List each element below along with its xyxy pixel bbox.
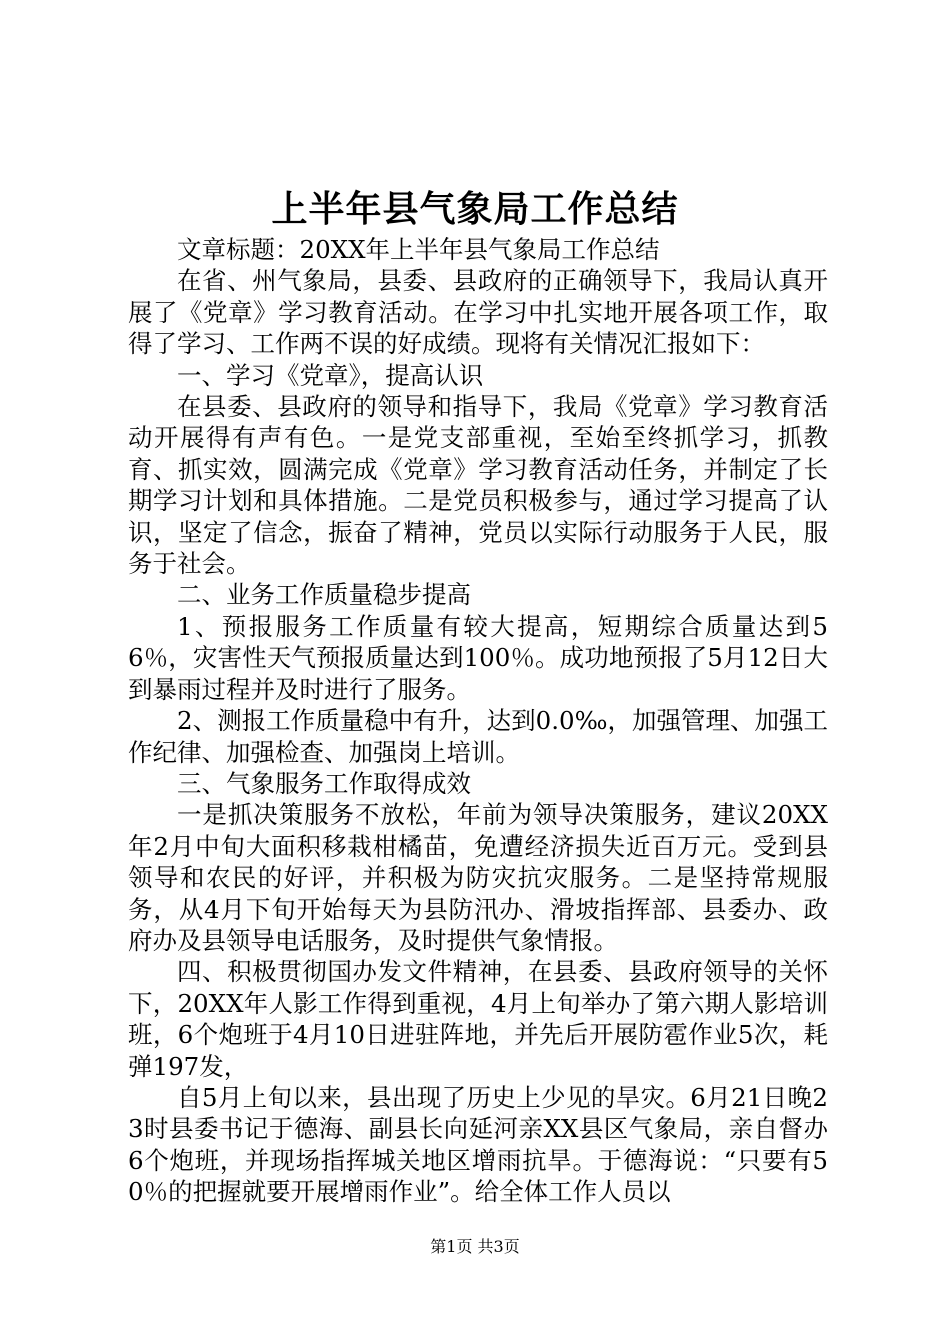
drought-paragraph: 自5月上旬以来，县出现了历史上少见的旱灾。6月21日晚23时县委书记于德海、副县长向延河亲XX县区气象局，亲自督办6个炮班，并现场指挥城关地区增雨抗旱。于德海说：“只要有50％的把握就要开展增雨作业”。给全体工作人员以 [128,1082,828,1207]
document-body [128,234,828,1208]
section-heading-3: 三、气象服务工作取得成效 [177,768,471,798]
section-4-paragraph: 四、积极贯彻国办发文件精神，在县委、县政府领导的关怀下，20XX年人影工作得到重视，4月上旬举办了第六期人影培训班，6个炮班于4月10日进驻阵地，并先后开展防雹作业5次，耗弹197发， [128,957,828,1081]
section-1-paragraph: 在县委、县政府的领导和指导下，我局《党章》学习教育活动开展得有声有色。一是党支部重视，至始至终抓学习，抓教育、抓实效，圆满完成《党章》学习教育活动任务，并制定了长期学习计划和具体措施。二是党员积极参与，通过学习提高了认识，坚定了信念，振奋了精神，党员以实际行动服务于人民，服务于社会。 [128,392,828,579]
intro-paragraph: 在省、州气象局，县委、县政府的正确领导下，我局认真开展了《党章》学习教育活动。在学习中扎实地开展各项工作，取得了学习、工作两不误的好成绩。现将有关情况汇报如下： [128,266,828,359]
section-2-item-1: 1、预报服务工作质量有较大提高，短期综合质量达到56％，灾害性天气预报质量达到100％。成功地预报了5月12日大到暴雨过程并及时进行了服务。 [128,611,828,704]
section-heading-1: 一、学习《党章》，提高认识 [177,360,484,390]
document-title: 上半年县气象局工作总结 [271,188,679,230]
article-title-line: 文章标题：20XX年上半年县气象局工作总结 [177,235,660,264]
section-3-paragraph: 一是抓决策服务不放松，年前为领导决策服务，建议20XX年2月中旬大面积移栽柑橘苗，免遭经济损失近百万元。受到县领导和农民的好评，并积极为防灾抗灾服务。二是坚持常规服务，从4月下旬开始每天为县防汛办、滑坡指挥部、县委办、政府办及县领导电话服务，及时提供气象情报。 [128,800,828,955]
section-heading-2: 二、业务工作质量稳步提高 [177,580,471,610]
page-footer: 第1页 共3页 [430,1237,520,1256]
section-2-item-2: 2、测报工作质量稳中有升，达到0.0‰，加强管理、加强工作纪律、加强检查、加强岗上培训。 [128,706,828,767]
